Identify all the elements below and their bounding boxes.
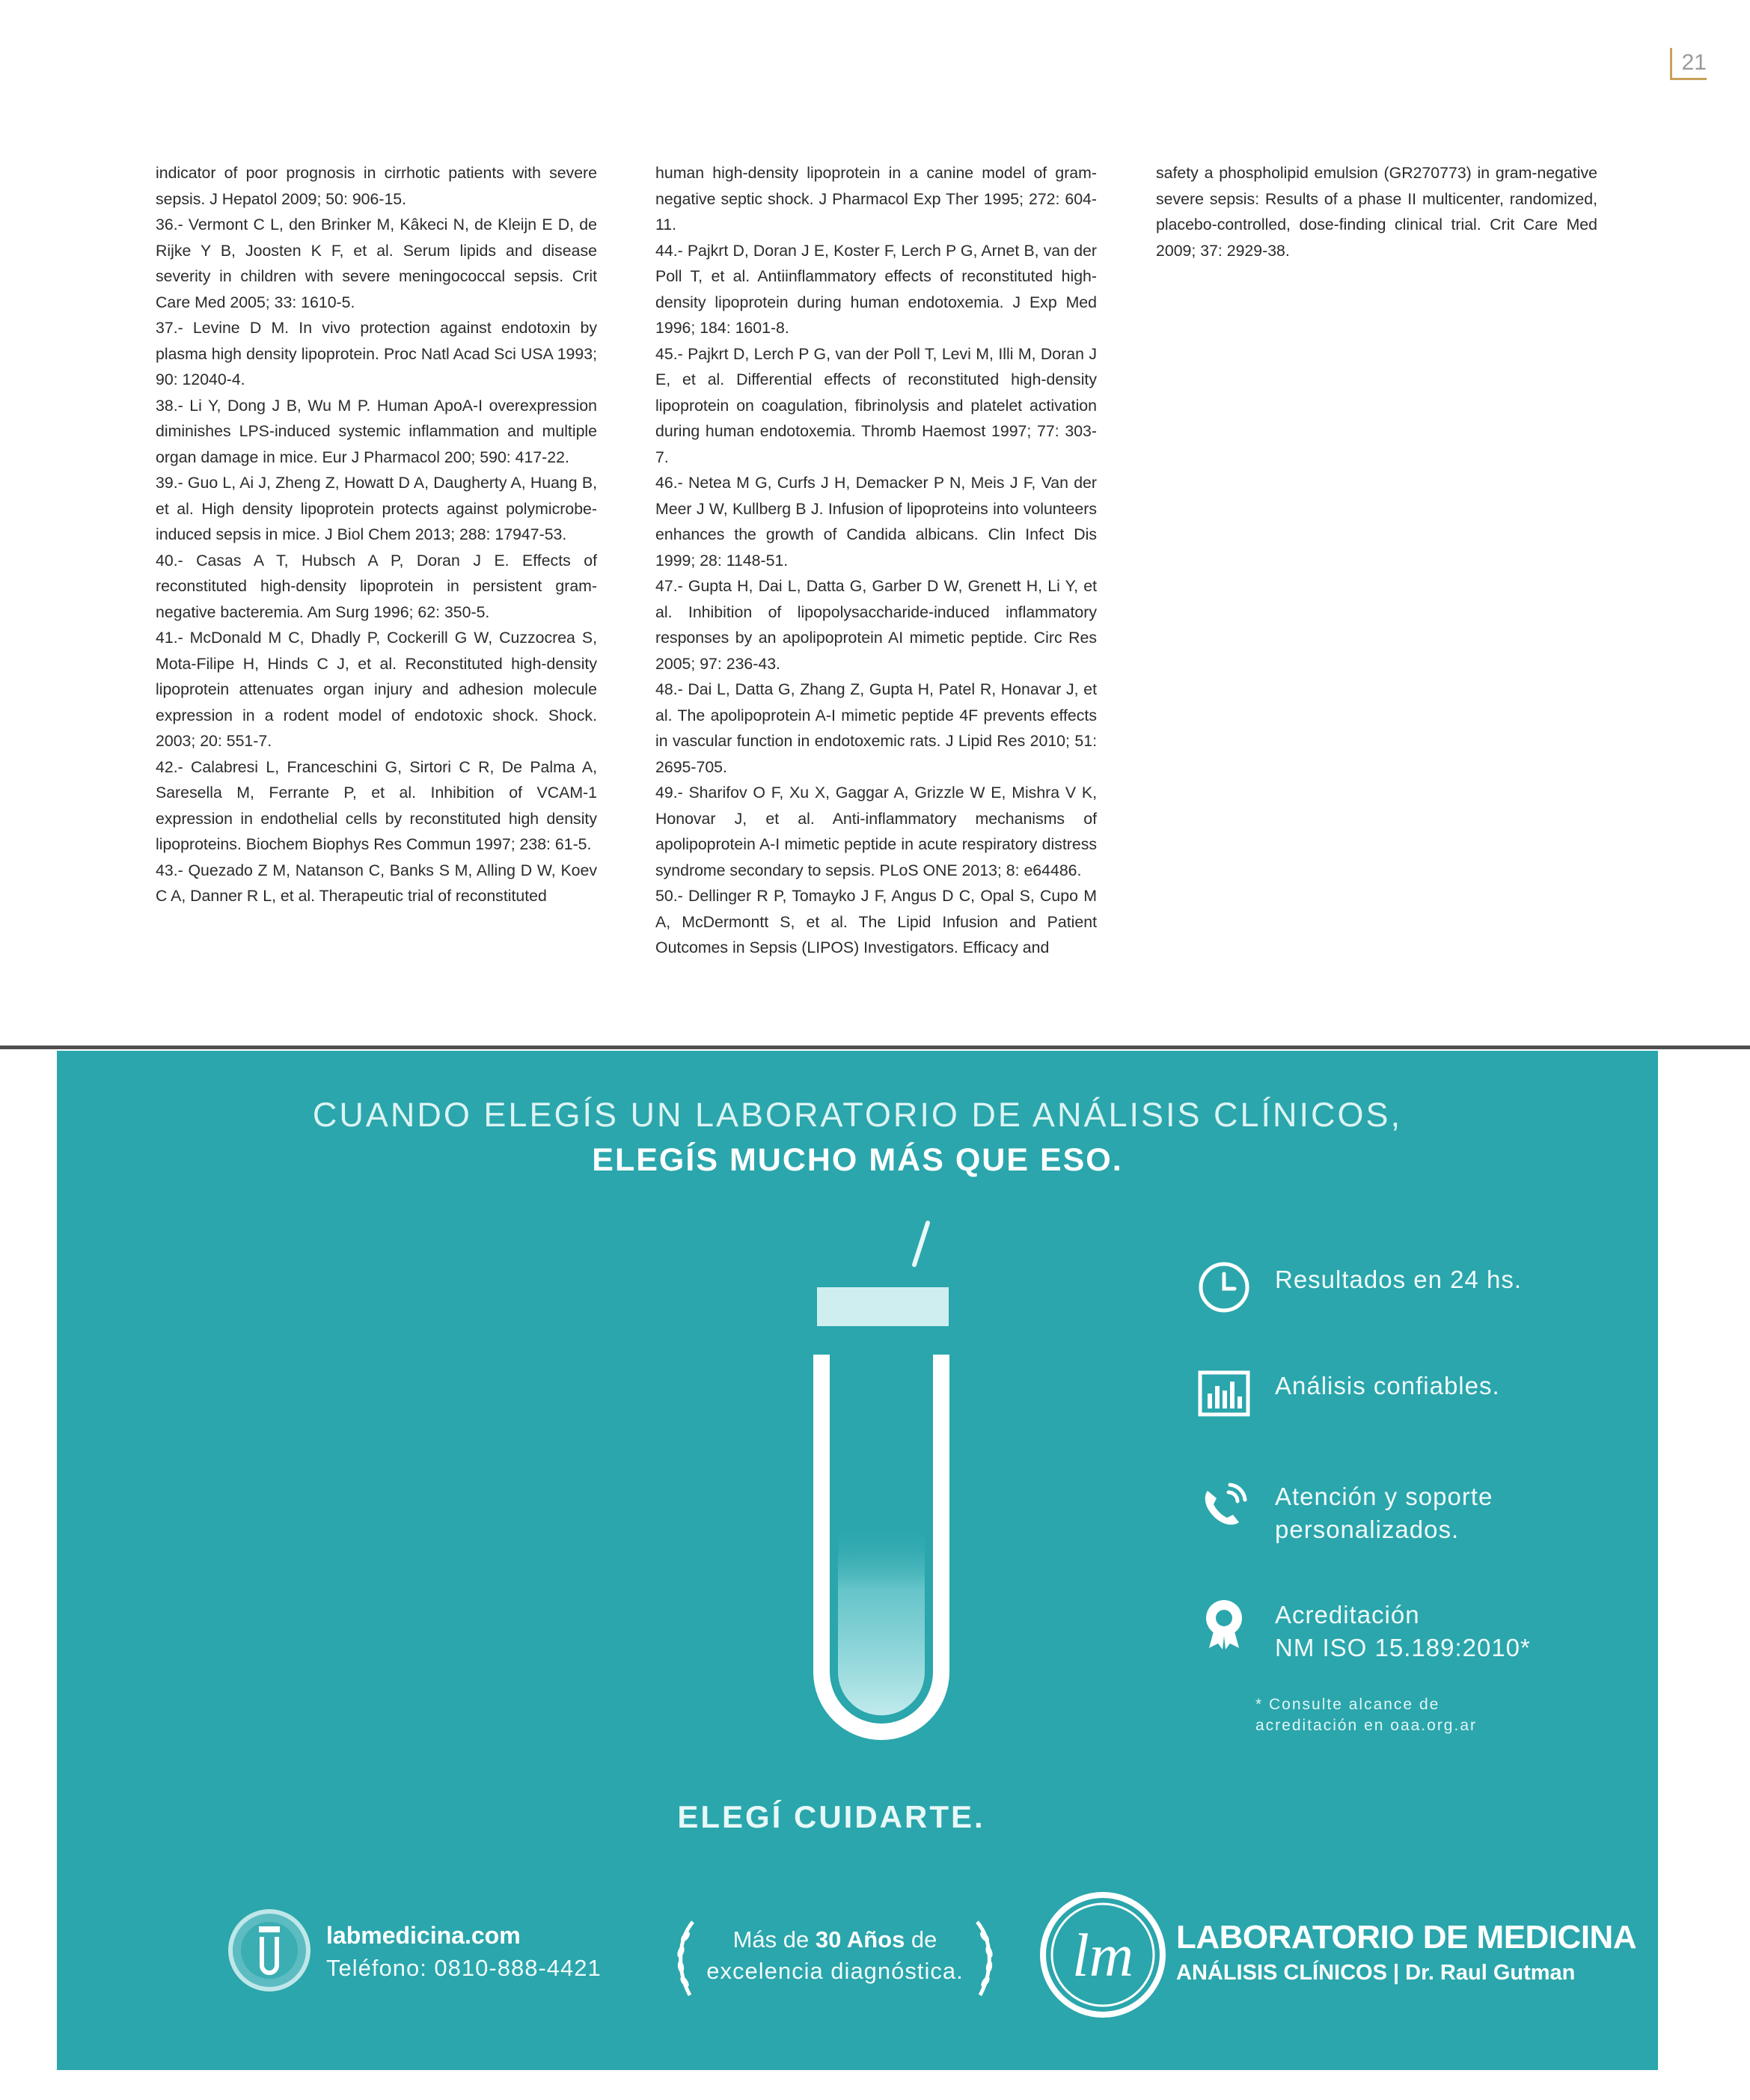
references-column-3 (1156, 160, 1597, 263)
reference-entry: 39.- Guo L, Ai J, Zheng Z, Howatt D A, Daugherty A, Huang B, et al. High density lipoprotein protects against polymicrobe-induced sepsis in mice. J Biol Chem 2013; 288: 17947-53. (156, 474, 597, 543)
tube-liquid (838, 1522, 925, 1715)
reference-entry: 43.- Quezado Z M, Natanson C, Banks S M, Alling D W, Koev C A, Danner R L, et al. Therapeutic trial of reconstituted (156, 861, 597, 905)
feature-accreditation (1194, 1593, 1613, 1675)
years-line-2: excelencia diagnóstica. (706, 1958, 964, 1984)
advertisement (57, 1051, 1658, 2070)
feature-text: Resultados en 24 hs. (1275, 1266, 1523, 1293)
accreditation-footnote (1255, 1694, 1477, 1736)
feature-text (1275, 1480, 1493, 1546)
feature-reliable (1194, 1364, 1613, 1431)
tube-badge-icon (227, 1908, 311, 1992)
footnote-line: acreditación en oaa.org.ar (1255, 1717, 1477, 1734)
svg-text:lm: lm (1072, 1921, 1133, 1989)
reference-entry: 46.- Netea M G, Curfs J H, Demacker P N, Meis J F, Van der Meer J W, Kullberg B J. Infusion of lipoproteins into volunteers enhances the growth of Candida albicans. Clin Infect Dis 1999; 28: 1148-51. (655, 474, 1097, 570)
reference-entry: 47.- Gupta H, Dai L, Datta G, Garber D W, Grenett H, Li Y, et al. Inhibition of lipopolysaccharide-induced inflammatory responses by an apolipoprotein AI mimetic peptide. Circ Res 2005; 97: 236-43. (655, 577, 1097, 673)
reference-entry: 42.- Calabresi L, Franceschini G, Sirtori C R, De Palma A, Saresella M, Ferrante P, et al. Inhibition of VCAM-1 expression in endothelial cells by reconstituted high density lipoproteins. Biochem Biophys Res Commun 1997; 238: 61-5. (156, 757, 597, 853)
reference-entry: 44.- Pajkrt D, Doran J E, Koster F, Lerch P G, Arnet B, van der Poll T, et al. Antiinflammatory effects of reconstituted high-density lipoprotein during human endotoxemia. J Exp Med 1996; 184: 1601-8. (655, 241, 1097, 337)
bar-chart-icon (1194, 1364, 1254, 1423)
reference-entry: 37.- Levine D M. In vivo protection against endotoxin by plasma high density lipoprotein. Proc Natl Acad Sci USA 1993; 90: 12040-4. (156, 319, 597, 388)
clock-icon (1194, 1257, 1254, 1317)
tube-sparkle (914, 1223, 928, 1265)
reference-entry: safety a phospholipid emulsion (GR270773) in gram-negative severe sepsis: Results of a phase II multicenter, randomized, placebo-controlled, dose-finding clinical trial. Crit Care Med 2009; 37: 2929-38. (1156, 164, 1597, 260)
ad-headline-1: CUANDO ELEGÍS UN LABORATORIO DE ANÁLISIS CLÍNICOS, (312, 1096, 1403, 1134)
section-divider (0, 1046, 1750, 1049)
brand-logo (1037, 1889, 1169, 2021)
feature-line: Atención y soporte (1275, 1483, 1493, 1510)
years-badge (670, 1917, 1000, 2000)
reference-entry: 49.- Sharifov O F, Xu X, Gaggar A, Grizzle W E, Mishra V K, Honovar J, et al. Anti-inflammatory mechanisms of apolipoprotein A-I mimetic peptide in acute respiratory distress syndrome secondary to sepsis. PLoS ONE 2013; 8: e64486. (655, 784, 1097, 879)
references-column-2 (655, 160, 1097, 961)
references-column-1 (156, 160, 597, 909)
test-tube-illustration (775, 1200, 955, 1784)
ad-headline-2: ELEGÍS MUCHO MÁS QUE ESO. (592, 1142, 1123, 1178)
footnote-line: * Consulte alcance de (1255, 1696, 1440, 1713)
reference-entry: 36.- Vermont C L, den Brinker M, Kâkeci N, de Kleijn E D, de Rijke Y B, Joosten K F, et al. Serum lipids and disease severity in children with severe meningococcal sepsis. Crit Care Med 2005; 33: 1610-5. (156, 216, 597, 311)
phone-number: Teléfono: 0810-888-4421 (326, 1955, 602, 1981)
years-line-1: Más de 30 Años de (732, 1926, 937, 1953)
reference-entry: 41.- McDonald M C, Dhadly P, Cockerill G W, Cuzzocrea S, Mota-Filipe H, Hinds C J, et al. Reconstituted high-density lipoprotein attenuates organ injury and adhesion molecule expression in a rodent model of endotoxic shock. Shock. 2003; 20: 551-7. (156, 629, 597, 750)
reference-entry: 38.- Li Y, Dong J B, Wu M P. Human ApoA-I overexpression diminishes LPS-induced systemic inflammation and multiple organ damage in mice. Eur J Pharmacol 200; 590: 417-22. (156, 396, 597, 466)
feature-line: Acreditación (1275, 1601, 1420, 1629)
reference-entry: 45.- Pajkrt D, Lerch P G, van der Poll T, Levi M, Illi M, Doran J E, et al. Differential effects of reconstituted high-density lipoprotein on coagulation, fibrinolysis and platelet activation during human endotoxemia. Thromb Haemost 1997; 77: 303-7. (655, 344, 1097, 466)
feature-support (1194, 1474, 1613, 1557)
feature-line: NM ISO 15.189:2010* (1275, 1634, 1531, 1661)
reference-entry: 48.- Dai L, Datta G, Zhang Z, Gupta H, Patel R, Honavar J, et al. The apolipoprotein A-I mimetic peptide 4F prevents effects in vascular function in endotoxemic rats. J Lipid Res 2010; 51: 2695-705. (655, 680, 1097, 776)
brand-subtitle: ANÁLISIS CLÍNICOS | Dr. Raul Gutman (1176, 1961, 1576, 1985)
reference-entry: indicator of poor prognosis in cirrhotic patients with severe sepsis. J Hepatol 2009; 50: 906-15. (156, 164, 597, 208)
reference-entry: human high-density lipoprotein in a canine model of gram-negative septic shock. J Pharmacol Exp Ther 1995; 272: 604-11. (655, 164, 1097, 233)
feature-line: personalizados. (1275, 1516, 1460, 1543)
brand-name: LABORATORIO DE MEDICINA (1176, 1919, 1637, 1956)
brand-block (1037, 1881, 1636, 2031)
website-link[interactable]: labmedicina.com (326, 1922, 521, 1949)
reference-entry: 50.- Dellinger R P, Tomayko J F, Angus D C, Opal S, Cupo M A, McDermontt S, et al. The Lipid Infusion and Patient Outcomes in Sepsis (LIPOS) Investigators. Efficacy and (655, 887, 1097, 956)
phone-icon (1194, 1474, 1254, 1534)
feature-results (1194, 1257, 1613, 1325)
feature-text: Análisis confiables. (1275, 1372, 1500, 1400)
award-rosette-icon (1194, 1593, 1254, 1652)
ad-tagline: ELEGÍ CUIDARTE. (677, 1799, 985, 1834)
reference-entry: 40.- Casas A T, Hubsch A P, Doran J E. Effects of reconstituted high-density lipoprotein in persistent gram-negative bacteremia. Am Surg 1996; 62: 350-5. (156, 551, 597, 621)
feature-text (1275, 1599, 1531, 1664)
tube-cap (817, 1287, 949, 1326)
page-number: 21 (1670, 48, 1707, 80)
